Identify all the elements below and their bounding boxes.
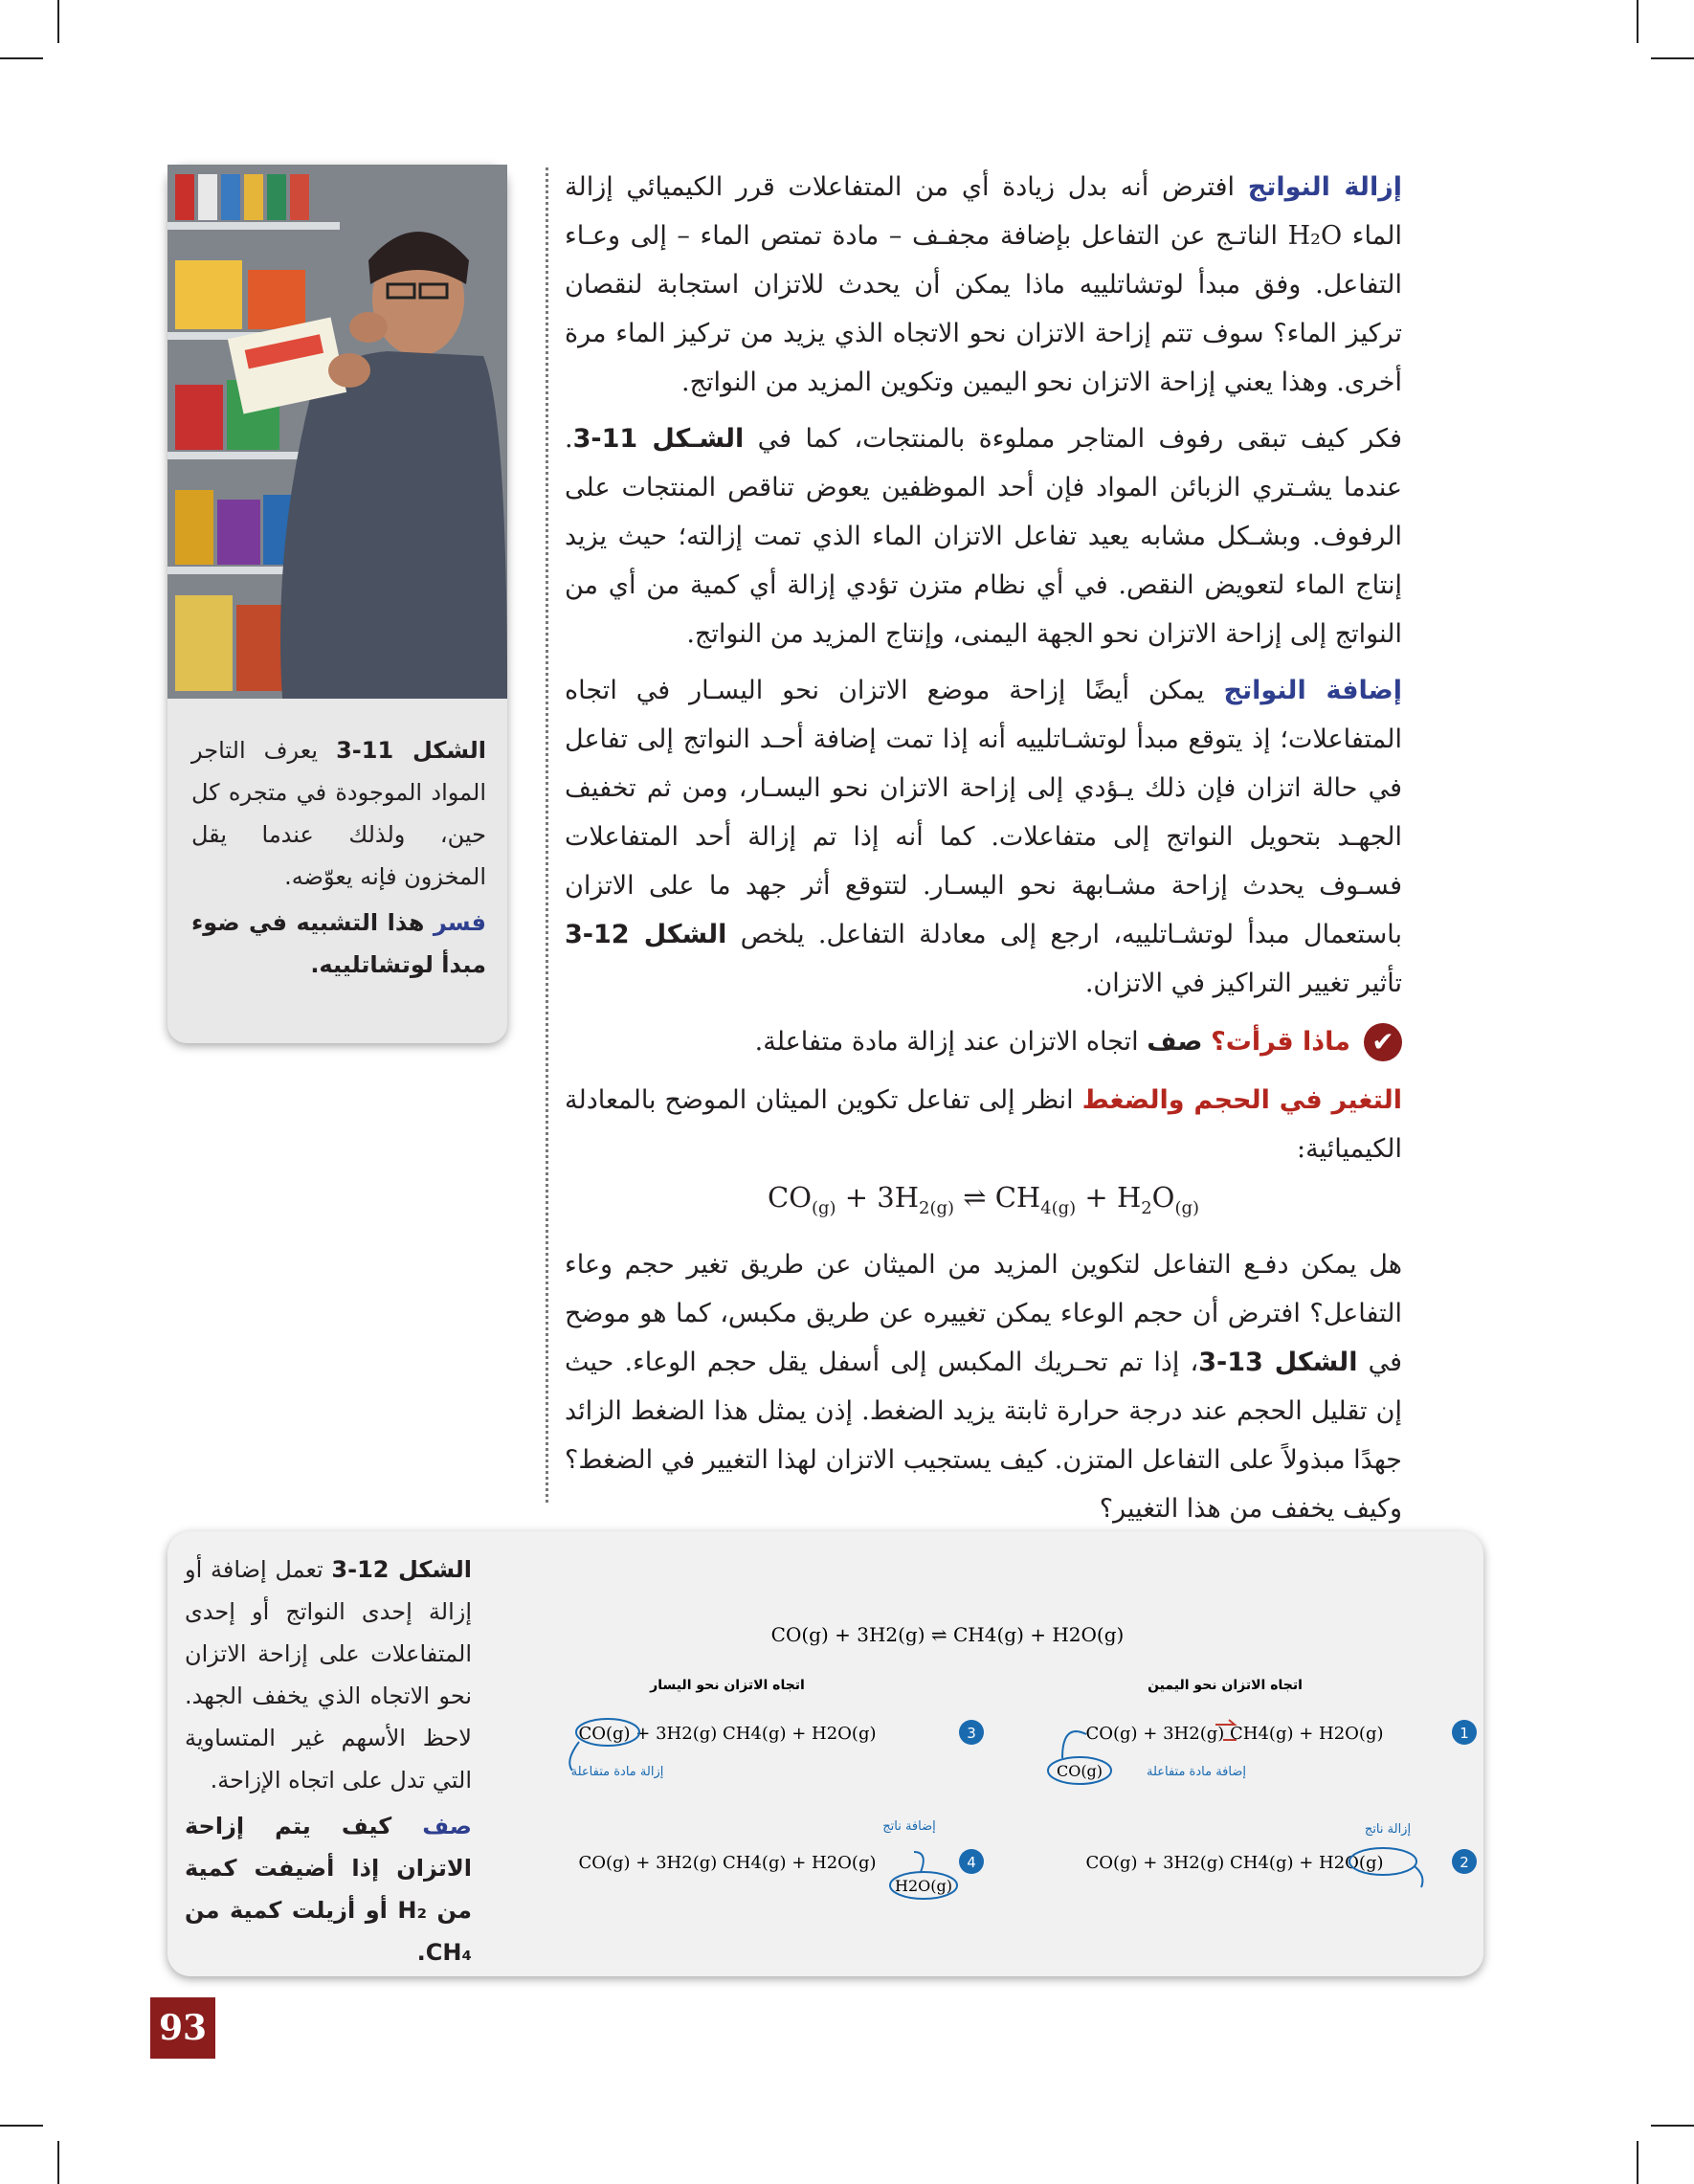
add-product-label: إضافة ناتج	[882, 1819, 936, 1834]
figure-12-question-text: كيف يتم إزاحة الاتزان إذا أضيفت كمية من H₂ أو أزيلت كمية من CH₄.	[185, 1813, 473, 1966]
figure-11-caption	[191, 729, 486, 986]
left-shift-heading: اتجاه الاتزان نحو اليسار	[650, 1678, 805, 1693]
paragraph-text: افترض أنه بدل زيادة أي من المتفاعلات قرر الكيميائي إزالة الماء H₂O الناتـج عن التفاعل بإضافة مجفـف – مادة تمتص الماء – إلى وعـاء التفاعل. وفق مبدأ لوتشاتلييه ماذا يمكن أن يحدث للاتزان استجابة لنقصان تركيز الماء؟ سوف تتم إزاحة الاتزان نحو الاتجاه الذي يزيد من تركيز الماء مرة أخرى. وهذا يعني إزاحة الاتزان نحو اليمين وتكوين المزيد من النواتج.	[565, 172, 1403, 397]
right-shift-heading: اتجاه الاتزان نحو اليمين	[1148, 1678, 1303, 1693]
step-3-number: 3	[967, 1725, 976, 1742]
paragraph-store-analogy	[565, 414, 1402, 658]
keyword-volume-pressure: التغير في الحجم والضغط	[1081, 1085, 1402, 1115]
figure-11-caption-text	[191, 729, 486, 898]
add-reactant-label: إضافة مادة متفاعلة	[1146, 1765, 1247, 1779]
figure-11-question-text: هذا التشبيه في ضوء مبدأ لوتشاتلييه.	[191, 909, 486, 978]
paragraph-text: يمكن أيضًا إزاحة موضع الاتزان نحو اليسـار في اتجاه المتفاعلات؛ إذ يتوقع مبدأ لوتشـاتلييه أنه إذا تمت إضافة أحـد النواتج إلى تفاعل في حالة اتزان فإن ذلك يـؤدي إلى إزاحة الاتزان نحو اليسـار، ومن ثم تخفيف الجهـد بتحويل النواتج إلى متفاعلات. كما أنه إذا تم إزالة أحد المتفاعلات فسـوف يحدث إزاحة مشـابهة نحو اليسـار. لتتوقع أثر جهد ما على الاتزان باستعمال مبدأ لوتشـاتلييه، ارجع إلى معادلة التفاعل. يلخص	[565, 676, 1402, 949]
reading-check-text	[755, 1017, 1350, 1066]
figure-11-label: الشكل 11-3	[336, 737, 486, 764]
figure-11-description: يعرف التاجر المواد الموجودة في متجره كل حين، ولذلك عندما يقل المخزون فإنه يعوّضه.	[191, 737, 486, 890]
step-2-number: 2	[1460, 1854, 1469, 1871]
figure-ref-12: الشكل 12-3	[565, 920, 727, 949]
store-shelf-photo	[167, 165, 507, 699]
methane-equation: $CO_{(g)} + 3H_{2(g)}$ ⇌ $CH_{4(g)} + H_2O_{(g)}$	[768, 1181, 1199, 1218]
crop-mark	[0, 57, 43, 59]
figure-12-caption	[185, 1549, 472, 1973]
paragraph-remove-products	[565, 163, 1402, 407]
step-1-number: 1	[1460, 1725, 1469, 1742]
checkmark-icon: ✔	[1364, 1023, 1402, 1061]
reading-check-verb: صف	[1147, 1027, 1203, 1057]
case-1-equation: CO(g) + 3H2(g) CH4(g) + H2O(g)	[1085, 1724, 1384, 1744]
paragraph-text: انظر إلى تفاعل تكوين الميثان الموضح بالمعادلة الكيميائية:	[565, 1085, 1402, 1164]
step-4-number: 4	[967, 1854, 976, 1871]
remove-product-label: إزالة ناتج	[1364, 1822, 1412, 1837]
keyword-add-products: إضافة النواتج	[1223, 676, 1402, 705]
keyword-remove-products: إزالة النواتج	[1247, 172, 1402, 202]
figure-ref-13: الشكل 13-3	[1198, 1347, 1358, 1377]
paragraph-text: تأثير تغيير التراكيز في الاتزان.	[1084, 969, 1402, 998]
crop-mark	[1637, 2141, 1638, 2184]
crop-mark	[1651, 2125, 1694, 2127]
main-text-column	[565, 163, 1402, 1541]
reading-check-label: ماذا قرأت؟	[1211, 1027, 1350, 1057]
reading-check-question: اتجاه الاتزان عند إزالة مادة متفاعلة.	[754, 1027, 1148, 1057]
paragraph-text: هل يمكن دفـع التفاعل لتكوين المزيد من الميثان عن طريق تغير حجم وعاء التفاعل؟ افترض أن حجم الوعاء يمكن تغييره عن طريق مكبس، كما هو موضح في	[565, 1249, 1402, 1377]
forward-arrow-icon	[1215, 1720, 1235, 1725]
paragraph-add-products	[565, 666, 1402, 1008]
le-chatelier-diagram	[507, 1608, 1469, 1924]
column-divider	[546, 167, 548, 1503]
figure-11-card	[167, 165, 507, 1043]
paragraph-text: فكر كيف تبقى رفوف المتاجر مملوءة بالمنتجات، كما في	[744, 424, 1402, 454]
case-2-equation: CO(g) + 3H2(g) CH4(g) + H2O(g)	[1085, 1853, 1384, 1873]
page-number: 93	[150, 1997, 215, 2059]
crop-mark	[1637, 0, 1638, 43]
figure-12-label: الشكل 12-3	[331, 1556, 472, 1583]
co-circle-label: CO(g)	[1056, 1762, 1103, 1780]
figure-11-question-verb: فسر	[433, 909, 486, 936]
figure-12-description: تعمل إضافة أو إزالة إحدى النواتج أو إحدى المتفاعلات على إزاحة الاتزان نحو الاتجاه الذي يخفف الجهد. لاحظ الأسهم غير المتساوية التي تدل على اتجاه الإزاحة.	[185, 1556, 472, 1794]
add-arrow-icon	[1062, 1731, 1086, 1758]
reading-check	[565, 1017, 1402, 1066]
figure-12-question-verb: صف	[422, 1813, 472, 1839]
paragraph-piston	[565, 1240, 1402, 1533]
case-4-equation: CO(g) + 3H2(g) CH4(g) + H2O(g)	[578, 1853, 877, 1873]
case-3-equation: CO(g) + 3H2(g) CH4(g) + H2O(g)	[578, 1724, 877, 1744]
figure-12-caption-text	[185, 1549, 472, 1801]
paragraph-text: . عندما يشـتري الزبائن المواد فإن أحد الموظفين يعوض تناقص المنتجات على الرفوف. وبشـكل مشابه يعيد تفاعل الاتزان الماء الذي تمت إزالته؛ حيث يزيد إنتاج الماء لتعويض النقص. في أي نظام متزن تؤدي إزالة أي كمية من أي من النواتج إلى إزاحة الاتزان نحو الجهة اليمنى، وإنتاج المزيد من النواتج.	[565, 424, 1402, 649]
crop-mark	[57, 2141, 59, 2184]
paragraph-volume-pressure	[565, 1076, 1402, 1173]
figure-ref-11: الشـكل 11-3	[572, 424, 745, 454]
paragraph-text: ، إذا تم تحـريك المكبس إلى أسفل يقل حجم الوعاء. حيث إن تقليل الحجم عند درجة حرارة ثابتة يزيد الضغط. إذن يمثل هذا الضغط الزائد جهدًا مبذولاً على التفاعل المتزن. كيف يستجيب الاتزان لهذا التغيير في الضغط؟ وكيف يخفف من هذا التغيير؟	[565, 1347, 1402, 1524]
h2o-circle-label: H2O(g)	[895, 1877, 952, 1895]
diagram-title: CO(g) + 3H2(g) ⇌ CH4(g) + H2O(g)	[770, 1623, 1125, 1646]
figure-12-question	[185, 1805, 472, 1973]
figure-11-question	[191, 902, 486, 986]
remove-reactant-label: إزالة مادة متفاعلة	[570, 1765, 664, 1779]
crop-mark	[0, 2125, 43, 2127]
crop-mark	[57, 0, 59, 43]
crop-mark	[1651, 57, 1694, 59]
